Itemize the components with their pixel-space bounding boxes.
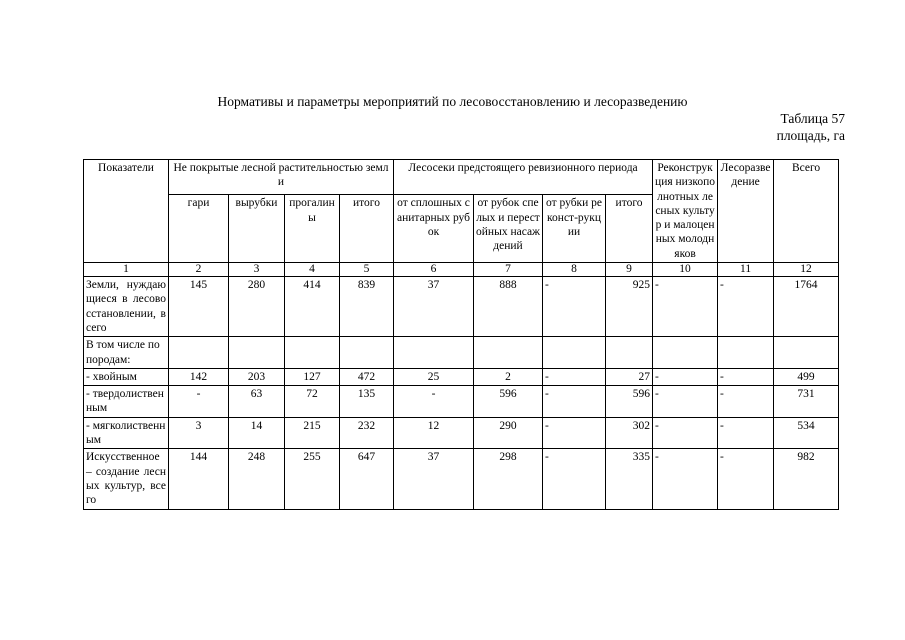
col-number: 9 (606, 263, 653, 277)
table-cell: - (653, 277, 718, 337)
header-row-1 (84, 160, 839, 195)
table-row (84, 337, 839, 369)
table-cell: 3 (169, 417, 229, 449)
table-cell: 596 (606, 386, 653, 418)
header-not-covered: Не покрытые лесной растительностью земли (169, 160, 394, 195)
table-cell: - (718, 277, 774, 337)
table-cell: 144 (169, 449, 229, 509)
table-number: Таблица 57 (780, 111, 845, 126)
table-cell (774, 337, 839, 369)
row-label: - твердолиственным (84, 386, 169, 418)
table-cell: 12 (394, 417, 474, 449)
table-row (84, 368, 839, 385)
row-label: Искусственное – создание лесных культур, всего (84, 449, 169, 509)
table-cell: 839 (340, 277, 394, 337)
document-title: Нормативы и параметры мероприятий по лесовосстановлению и лесоразведению (217, 94, 688, 109)
header-mature: от рубок спелых и перестойных насаждений (474, 195, 543, 263)
table-cell: 145 (169, 277, 229, 337)
header-gaps: прогалины (285, 195, 340, 263)
row-label: - мягколиственным (84, 417, 169, 449)
table-cell: 647 (340, 449, 394, 509)
table-cell: 203 (229, 368, 285, 385)
table-cell: 888 (474, 277, 543, 337)
table-cell: 302 (606, 417, 653, 449)
table-row (84, 417, 839, 449)
table-cell (543, 337, 606, 369)
table-cell: - (543, 368, 606, 385)
table-cell: - (718, 417, 774, 449)
col-number: 3 (229, 263, 285, 277)
col-number: 7 (474, 263, 543, 277)
table-body (84, 277, 839, 509)
table-cell: 534 (774, 417, 839, 449)
table-cell: 280 (229, 277, 285, 337)
table-cell: 72 (285, 386, 340, 418)
table-cell: 1764 (774, 277, 839, 337)
table-cell: 298 (474, 449, 543, 509)
col-number: 11 (718, 263, 774, 277)
table-cell (474, 337, 543, 369)
col-number: 1 (84, 263, 169, 277)
table-cell: - (543, 417, 606, 449)
table-cell: 63 (229, 386, 285, 418)
table-cell: 248 (229, 449, 285, 509)
table-cell: 142 (169, 368, 229, 385)
table-cell: 215 (285, 417, 340, 449)
header-indicators: Показатели (84, 160, 169, 263)
header-logging-sites: Лесосеки предстоящего ревизионного периода (394, 160, 653, 195)
table-cell (285, 337, 340, 369)
table-cell: - (653, 386, 718, 418)
table-cell (606, 337, 653, 369)
header-total: Всего (774, 160, 839, 263)
row-label: В том числе по породам: (84, 337, 169, 369)
table-cell: 982 (774, 449, 839, 509)
col-number: 2 (169, 263, 229, 277)
table-cell: - (653, 368, 718, 385)
table-cell: - (718, 449, 774, 509)
table-cell: - (718, 386, 774, 418)
table-cell: - (653, 417, 718, 449)
table-cell: 335 (606, 449, 653, 509)
header-burns: гари (169, 195, 229, 263)
table-cell (229, 337, 285, 369)
table-cell: - (653, 449, 718, 509)
table-cell: - (543, 386, 606, 418)
header-afforestation: Лесоразведение (718, 160, 774, 263)
table-cell: - (718, 368, 774, 385)
col-number: 8 (543, 263, 606, 277)
header-reconstruction: Реконструкция низкополнотных лесных культур и малоценных молодняков (653, 160, 718, 263)
table-cell: 731 (774, 386, 839, 418)
header-reconstruction-cut: от рубки реконст-рукции (543, 195, 606, 263)
table-cell: 14 (229, 417, 285, 449)
table-cell (340, 337, 394, 369)
header-subtotal-2: итого (606, 195, 653, 263)
col-number: 10 (653, 263, 718, 277)
table-cell: 27 (606, 368, 653, 385)
table-cell (718, 337, 774, 369)
table-cell: 290 (474, 417, 543, 449)
table-cell: 127 (285, 368, 340, 385)
row-label: - хвойным (84, 368, 169, 385)
table-row (84, 386, 839, 418)
table-cell (653, 337, 718, 369)
table-row (84, 277, 839, 337)
table-cell: 37 (394, 277, 474, 337)
table-cell: 2 (474, 368, 543, 385)
header-clearings: вырубки (229, 195, 285, 263)
table-cell: - (394, 386, 474, 418)
table-cell: 37 (394, 449, 474, 509)
table-cell: 25 (394, 368, 474, 385)
table-cell: 925 (606, 277, 653, 337)
table-cell: - (543, 449, 606, 509)
table-cell (394, 337, 474, 369)
table-cell: - (169, 386, 229, 418)
table-cell: 414 (285, 277, 340, 337)
table-cell: 232 (340, 417, 394, 449)
unit-label: площадь, га (776, 128, 845, 143)
column-number-row (84, 263, 839, 277)
table-row (84, 449, 839, 509)
header-subtotal-1: итого (340, 195, 394, 263)
table-cell: - (543, 277, 606, 337)
col-number: 5 (340, 263, 394, 277)
table-cell (169, 337, 229, 369)
table-cell: 255 (285, 449, 340, 509)
table-cell: 596 (474, 386, 543, 418)
col-number: 12 (774, 263, 839, 277)
table-cell: 135 (340, 386, 394, 418)
header-sanitary: от сплошных санитарных рубок (394, 195, 474, 263)
table-cell: 499 (774, 368, 839, 385)
col-number: 6 (394, 263, 474, 277)
forest-restoration-table (83, 159, 839, 510)
col-number: 4 (285, 263, 340, 277)
table-cell: 472 (340, 368, 394, 385)
row-label: Земли, нуждающиеся в лесовосстановлении, всего (84, 277, 169, 337)
